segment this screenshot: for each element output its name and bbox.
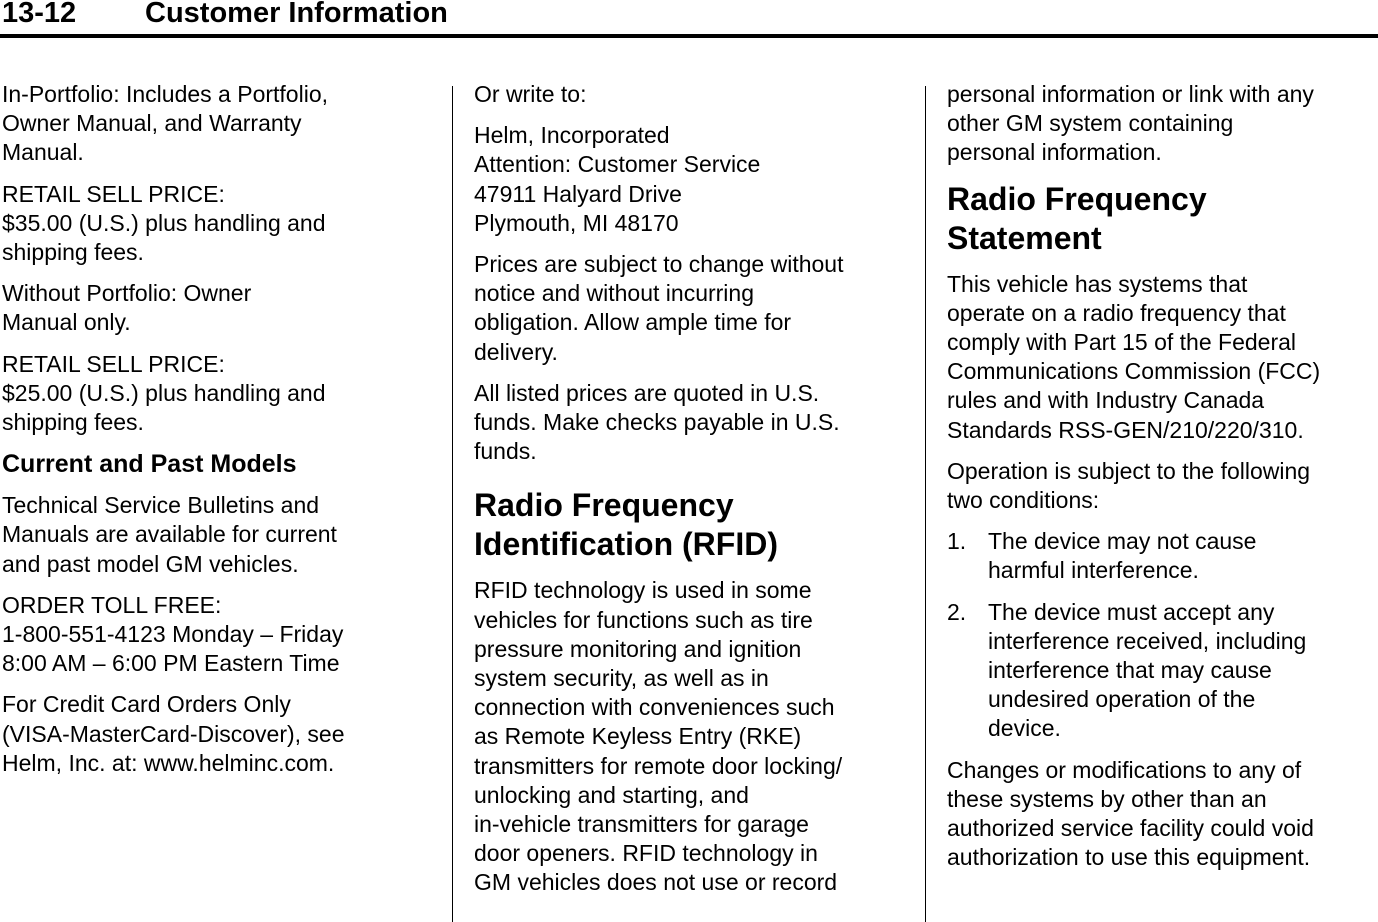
prices-change-paragraph: Prices are subject to change without notice and without incurring obligation. Allow ample time for delivery. bbox=[474, 251, 844, 365]
current-past-models-heading: Current and Past Models bbox=[2, 450, 297, 479]
order-toll-free-paragraph: ORDER TOLL FREE: 1-800-551-4123 Monday – Friday 8:00 AM – 6:00 PM Eastern Time bbox=[2, 591, 344, 677]
page-header bbox=[0, 0, 1378, 38]
without-portfolio-paragraph: Without Portfolio: Owner Manual only. bbox=[2, 280, 252, 336]
retail-price-paragraph-2: RETAIL SELL PRICE: $25.00 (U.S.) plus handling and shipping fees. bbox=[2, 350, 326, 436]
column-1 bbox=[2, 80, 422, 790]
portfolio-paragraph: In-Portfolio: Includes a Portfolio, Owner Manual, and Warranty Manual. bbox=[2, 81, 328, 166]
list-item-text: The device must accept any interference received, including interference that may cause undesired operation of the device. bbox=[988, 598, 1307, 742]
radio-frequency-statement-heading: Radio Frequency Statement bbox=[947, 180, 1207, 256]
list-item bbox=[947, 598, 1378, 744]
rfid-paragraph: RFID technology is used in some vehicles for functions such as tire pressure monitoring and ignition system security, as well as in connection with conveniences such as Remote Keyless Entry (RKE) transmitters for remote door locking/ unlocking and starting, and in-vehicle transmitters for garage door openers. RFID technology in GM vehicles does not use or record bbox=[474, 577, 843, 896]
address-paragraph: Helm, Incorporated Attention: Customer Service 47911 Halyard Drive Plymouth, MI 48170 bbox=[474, 122, 761, 236]
page-title: Customer Information bbox=[145, 0, 448, 29]
conditions-list bbox=[947, 527, 1378, 743]
list-item bbox=[947, 527, 1378, 585]
list-item-number: 1. bbox=[947, 528, 967, 555]
rfid-heading: Radio Frequency Identification (RFID) bbox=[474, 487, 778, 563]
list-item-number: 2. bbox=[947, 598, 967, 625]
page-number: 13-12 bbox=[2, 0, 77, 29]
bulletins-paragraph: Technical Service Bulletins and Manuals are available for current and past model GM vehicles. bbox=[2, 492, 337, 577]
write-to-paragraph: Or write to: bbox=[474, 81, 587, 107]
column-divider-1 bbox=[452, 86, 453, 922]
retail-price-paragraph-1: RETAIL SELL PRICE: $35.00 (U.S.) plus handling and shipping fees. bbox=[2, 180, 326, 266]
list-item-text: The device may not cause harmful interference. bbox=[988, 528, 1257, 584]
column-divider-2 bbox=[925, 86, 926, 922]
us-funds-paragraph: All listed prices are quoted in U.S. funds. Make checks payable in U.S. funds. bbox=[474, 379, 840, 465]
column-3 bbox=[947, 80, 1378, 884]
conditions-paragraph: Operation is subject to the following two conditions: bbox=[947, 457, 1311, 514]
column-2 bbox=[474, 80, 914, 910]
fcc-paragraph: This vehicle has systems that operate on a radio frequency that comply with Part 15 of the Federal Communications Commission (FCC) rules and with Industry Canada Standards RSS-GEN/210/220/310. bbox=[947, 270, 1321, 443]
credit-card-paragraph: For Credit Card Orders Only (VISA-MasterCard-Discover), see Helm, Inc. at: www.helminc.com. bbox=[2, 691, 345, 776]
modifications-paragraph: Changes or modifications to any of these systems by other than an authorized service facility could void authorization to use this equipment. bbox=[947, 756, 1314, 871]
personal-info-paragraph: personal information or link with any other GM system containing personal information. bbox=[947, 81, 1314, 166]
